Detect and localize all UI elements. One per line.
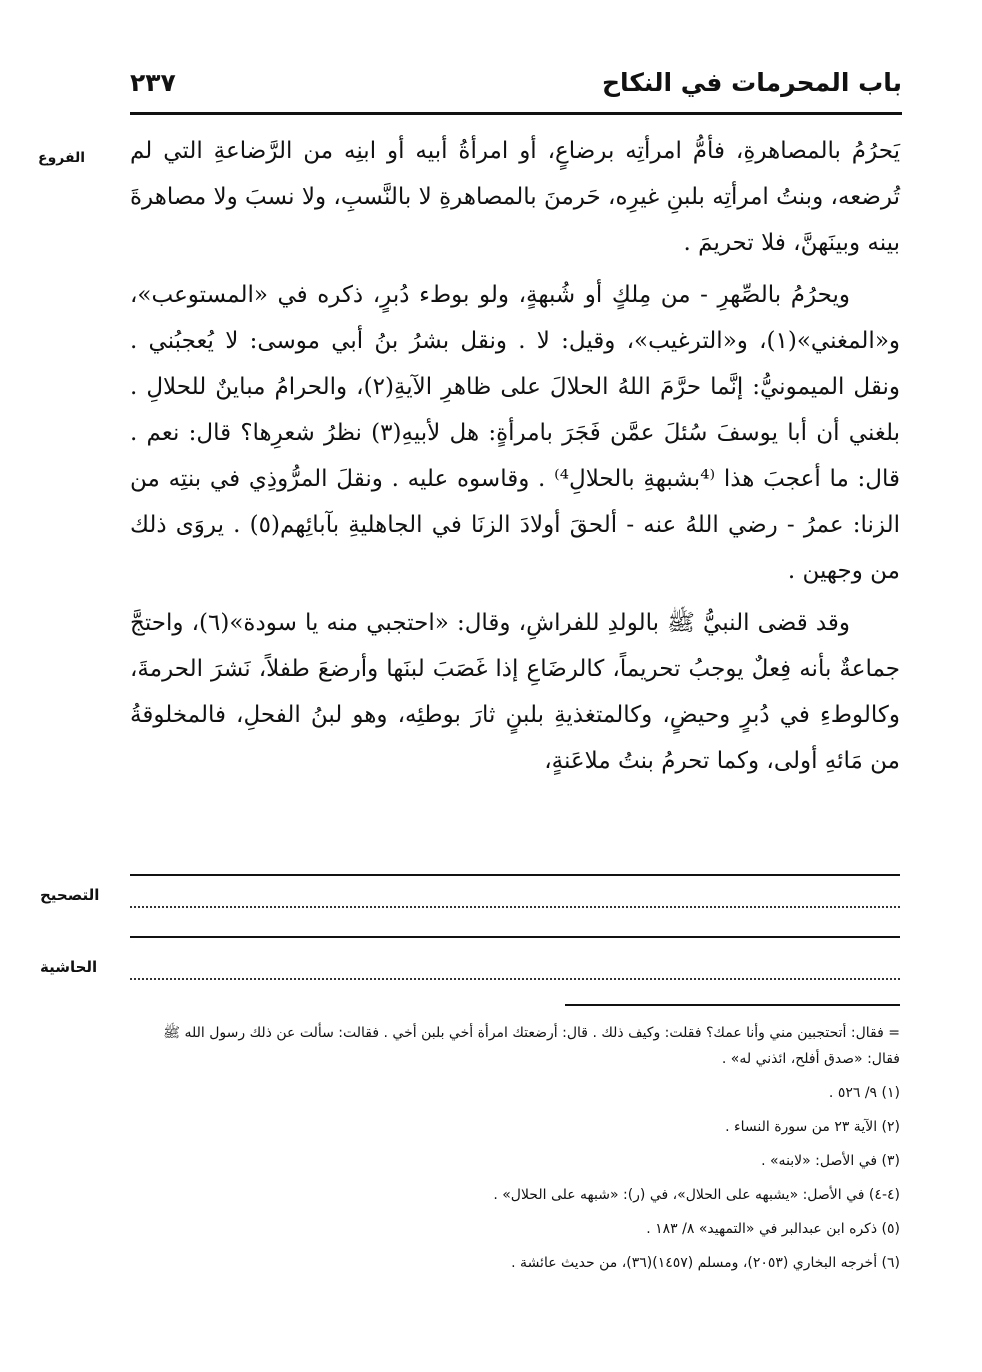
header-rule (130, 112, 902, 115)
footnote-1: (١) ٩/ ٥٢٦ . (828, 1085, 900, 1101)
footnote-2: (٢) الآية ٢٣ من سورة النساء . (725, 1119, 900, 1135)
footnote-6: (٦) أخرجه البخاري (٢٠٥٣)، ومسلم (١٤٥٧)(٣٦)، من حديث عائشة . (511, 1255, 900, 1271)
footnote-continuation: = فقال: أتحتجبين مني وأنا عمك؟ فقلت: وكيف ذلك . قال: أرضعتك امرأة أخي بلبن أخي . فقالت: سألت عن ذلك رسول الله ﷺ فقال: «صدق أفلح، ائذني له» . (163, 1025, 900, 1067)
main-text (130, 128, 900, 790)
page-number: ٢٣٧ (130, 68, 176, 97)
paragraph-2: ويحرُمُ بالصِّهرِ - من مِلكٍ أو شُبهةٍ، ولو بوطء دُبرٍ، ذكره في «المستوعب»، و«المغني»(١)، و«الترغيب»، وقيل: لا . ونقل بشرُ بنُ أبي موسى: لا يُعجبُني . ونقل الميمونيُّ: إنَّما حرَّمَ اللهُ الحلالَ على ظاهرِ الآيةِ(٢)، والحرامُ مباينٌ للحلالِ . بلغني أن أبا يوسفَ سُئلَ عمَّن فَجَرَ بامرأةٍ: هل لأبيهِ(٣) نظرُ شعرِها؟ قال: نعم . قال: ما أعجبَ هذا ⁽⁴بشبهةِ بالحلالِ⁴⁾ . وقاسوه عليه . ونقلَ المرُّوذِي في بنتِه من الزنا: عمرُ - رضي اللهُ عنه - ألحقَ أولادَ الزنَا في الجاهليةِ بآبائِهم(٥) . يروَى ذلك من وجهين . (130, 282, 901, 584)
footnote-5: (٥) ذكره ابن عبدالبر في «التمهيد» ٨/ ١٨٣ . (646, 1221, 900, 1237)
footnotes (130, 1020, 900, 1284)
paragraph-3: وقد قضى النبيُّ ﷺ بالولدِ للفراشِ، وقال: «احتجبي منه يا سودة»(٦)، واحتجَّ جماعةٌ بأنه فِعلٌ يوجبُ تحريماً، كالرضَاعِ إذا غَصَبَ لبنَها وأرضعَ طفلاً، نَشرَ الحرمةَ، وكالوطءِ في دُبرٍ وحيضٍ، وكالمتغذيةِ بلبنٍ ثارَ بوطئِه، وهو لبنُ الفحلِ، فالمخلوقةُ من مَائهِ أولى، وكما تحرمُ بنتُ ملاعَنةٍ، (130, 610, 900, 774)
paragraph-1: يَحرُمُ بالمصاهرةِ، فأمُّ امرأتِه برضاعٍ، أو امرأةُ أبيه أو ابنِه من الرَّضاعةِ التي لم تُرضعه، وبنتُ امرأتِه بلبنِ غيرِه، حَرمنَ بالمصاهرةِ لا بالنَّسبِ، ولا نسبَ ولا مصاهرةَ بينه وبينَهنَّ، فلا تحريمَ . (130, 138, 900, 256)
margin-dotted-line (130, 978, 900, 980)
body-end-rule (130, 874, 900, 876)
running-header (130, 66, 902, 106)
correction-dotted-line (130, 906, 900, 908)
margin-note-label: الحاشية (40, 958, 98, 976)
side-label: الفروع (38, 150, 86, 166)
correction-label: التصحيح (40, 886, 100, 904)
footnote-3: (٣) في الأصل: «لابنه» . (761, 1153, 900, 1169)
chapter-title: باب المحرمات في النكاح (601, 68, 902, 97)
annotation-divider (130, 936, 900, 938)
footnote-4: (٤-٤) في الأصل: «يشبهه على الحلال»، في (ر): «شبهه على الحلال» . (493, 1187, 900, 1203)
footnote-rule (565, 1004, 900, 1006)
